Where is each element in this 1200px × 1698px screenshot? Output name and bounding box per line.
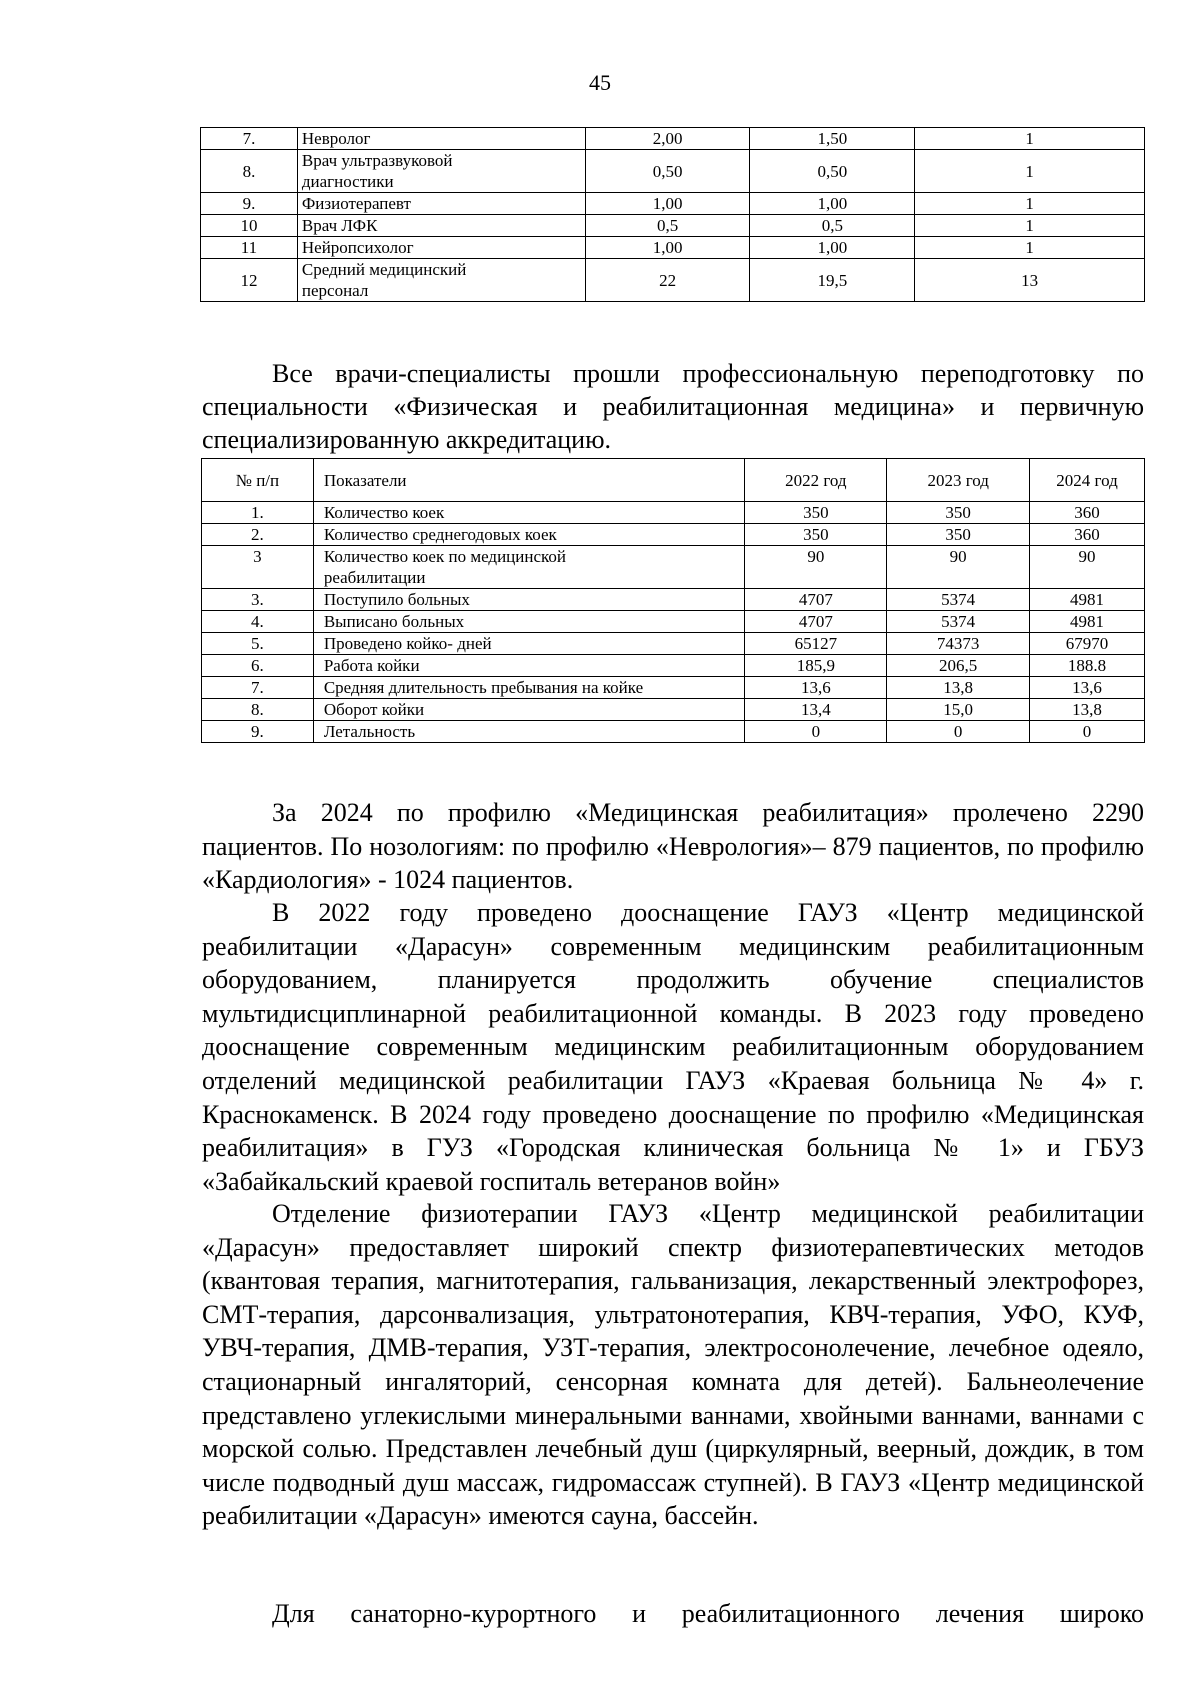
- cell-value: 350: [745, 502, 887, 524]
- cell-value: 1: [915, 193, 1145, 215]
- cell-value: 90: [745, 546, 887, 589]
- paragraph-physiotherapy: Отделение физиотерапии ГАУЗ «Центр медицинской реабилитации «Дарасун» предоставляет широкий спектр физиотерапевтических методов (квантовая терапия, магнитотерапия, гальванизация, лекарственный электрофорез, СМТ-терапия, дарсонвализация, ультратонотерапия, КВЧ-терапия, УФО, КУФ, УВЧ-терапия, ДМВ-терапия, УЗТ-терапия, электросонолечение, лечебное одеяло, стационарный ингаляторий, сенсорная комната для детей). Бальнеолечение представлено углекислыми минеральными ваннами, хвойными ваннами, ваннами с морской солью. Представлен лечебный душ (циркулярный, веерный, дождик, в том числе подводный душ массаж, гидромассаж ступней). В ГАУЗ «Центр медицинской реабилитации «Дарасун» имеются сауна, бассейн.: [202, 1199, 1144, 1531]
- table-row: [201, 128, 1145, 150]
- cell-value: 185,9: [745, 655, 887, 677]
- table-row: [202, 699, 1145, 721]
- cell-value: 0: [887, 721, 1030, 743]
- column-header: 2024 год: [1030, 459, 1145, 502]
- cell-value: 1: [915, 215, 1145, 237]
- cell-value: 90: [887, 546, 1030, 589]
- cell-name: Количество коек: [313, 502, 745, 524]
- cell-name: Летальность: [313, 721, 745, 743]
- paragraph-retraining: Все врачи-специалисты прошли профессиональную переподготовку по специальности «Физическая и реабилитационная медицина» и первичную специализированную аккредитацию.: [202, 359, 1144, 454]
- cell-name: Проведено койко- дней: [313, 633, 745, 655]
- table-row: [202, 677, 1145, 699]
- table-row: [202, 589, 1145, 611]
- cell-name: Врач ультразвуковой диагностики: [297, 150, 585, 193]
- cell-num: 10: [201, 215, 298, 237]
- cell-value: 90: [1030, 546, 1145, 589]
- column-header: 2022 год: [745, 459, 887, 502]
- column-header: Показатели: [313, 459, 745, 502]
- cell-value: 0,50: [585, 150, 750, 193]
- table-row: [201, 237, 1145, 259]
- cell-name: Нейропсихолог: [297, 237, 585, 259]
- cell-name: Количество коек по медицинской реабилитации: [313, 546, 745, 589]
- cell-num: 8.: [201, 150, 298, 193]
- cell-value: 360: [1030, 524, 1145, 546]
- staff-table: [200, 127, 1145, 302]
- cell-value: 5374: [887, 611, 1030, 633]
- paragraph-spa-treatment: Для санаторно-курортного и реабилитационного лечения широко: [272, 1599, 1144, 1628]
- cell-value: 67970: [1030, 633, 1145, 655]
- page-number: 45: [589, 70, 611, 95]
- cell-name: Физиотерапевт: [297, 193, 585, 215]
- cell-num: 7.: [201, 128, 298, 150]
- paragraph-equipment: В 2022 году проведено дооснащение ГАУЗ «Центр медицинской реабилитации «Дарасун» современным медицинским реабилитационным оборудованием, планируется продолжить обучение специалистов мультидисциплинарной реабилитационной команды. В 2023 году проведено дооснащение современным медицинским реабилитационным оборудованием отделений медицинской реабилитации ГАУЗ «Краевая больница № 4» г. Краснокаменск. В 2024 году проведено дооснащение по профилю «Медицинская реабилитация» в ГУЗ «Городская клиническая больница № 1» и ГБУЗ «Забайкальский краевой госпиталь ветеранов войн»: [202, 898, 1144, 1196]
- cell-num: 2.: [202, 524, 314, 546]
- cell-value: 2,00: [585, 128, 750, 150]
- cell-value: 1: [915, 128, 1145, 150]
- cell-num: 12: [201, 259, 298, 302]
- cell-num: 8.: [202, 699, 314, 721]
- cell-value: 1: [915, 150, 1145, 193]
- cell-value: 1,00: [750, 237, 915, 259]
- cell-num: 1.: [202, 502, 314, 524]
- cell-value: 1: [915, 237, 1145, 259]
- table-row: [201, 215, 1145, 237]
- cell-value: 22: [585, 259, 750, 302]
- cell-name: Невролог: [297, 128, 585, 150]
- cell-value: 5374: [887, 589, 1030, 611]
- table-row: [201, 193, 1145, 215]
- cell-value: 74373: [887, 633, 1030, 655]
- cell-value: 0: [1030, 721, 1145, 743]
- cell-num: 3.: [202, 589, 314, 611]
- cell-value: 1,00: [585, 237, 750, 259]
- cell-value: 4707: [745, 589, 887, 611]
- table-row: [202, 546, 1145, 589]
- cell-value: 19,5: [750, 259, 915, 302]
- cell-name: Работа койки: [313, 655, 745, 677]
- table-header-row: [202, 459, 1145, 502]
- cell-value: 13,8: [1030, 699, 1145, 721]
- cell-num: 6.: [202, 655, 314, 677]
- cell-value: 350: [745, 524, 887, 546]
- cell-value: 0,5: [750, 215, 915, 237]
- cell-value: 0,5: [585, 215, 750, 237]
- stats-table: [201, 458, 1145, 743]
- cell-value: 4981: [1030, 611, 1145, 633]
- table-row: [202, 502, 1145, 524]
- table-row: [202, 721, 1145, 743]
- table-row: [202, 524, 1145, 546]
- cell-value: 0: [745, 721, 887, 743]
- cell-value: 13,6: [745, 677, 887, 699]
- table-row: [202, 611, 1145, 633]
- cell-value: 1,00: [585, 193, 750, 215]
- cell-num: 7.: [202, 677, 314, 699]
- cell-num: 3: [202, 546, 314, 589]
- cell-value: 13,8: [887, 677, 1030, 699]
- cell-value: 188.8: [1030, 655, 1145, 677]
- cell-name: Средний медицинский персонал: [297, 259, 585, 302]
- cell-value: 206,5: [887, 655, 1030, 677]
- cell-name: Оборот койки: [313, 699, 745, 721]
- cell-value: 0,50: [750, 150, 915, 193]
- cell-value: 360: [1030, 502, 1145, 524]
- cell-num: 9.: [201, 193, 298, 215]
- cell-value: 4981: [1030, 589, 1145, 611]
- table-row: [201, 259, 1145, 302]
- cell-num: 11: [201, 237, 298, 259]
- cell-name: Поступило больных: [313, 589, 745, 611]
- cell-num: 9.: [202, 721, 314, 743]
- cell-value: 1,00: [750, 193, 915, 215]
- cell-num: 5.: [202, 633, 314, 655]
- cell-name: Выписано больных: [313, 611, 745, 633]
- table-row: [202, 633, 1145, 655]
- cell-name: Средняя длительность пребывания на койке: [313, 677, 745, 699]
- cell-value: 350: [887, 524, 1030, 546]
- column-header: № п/п: [202, 459, 314, 502]
- cell-value: 65127: [745, 633, 887, 655]
- paragraph-2024-results: За 2024 по профилю «Медицинская реабилитация» пролечено 2290 пациентов. По нозологиям: по профилю «Неврология»– 879 пациентов, по профилю «Кардиология» - 1024 пациентов.: [202, 798, 1144, 895]
- cell-value: 15,0: [887, 699, 1030, 721]
- column-header: 2023 год: [887, 459, 1030, 502]
- cell-num: 4.: [202, 611, 314, 633]
- cell-value: 1,50: [750, 128, 915, 150]
- cell-value: 13,6: [1030, 677, 1145, 699]
- cell-value: 350: [887, 502, 1030, 524]
- cell-name: Количество среднегодовых коек: [313, 524, 745, 546]
- table-row: [201, 150, 1145, 193]
- table-row: [202, 655, 1145, 677]
- cell-value: 13: [915, 259, 1145, 302]
- cell-value: 4707: [745, 611, 887, 633]
- cell-value: 13,4: [745, 699, 887, 721]
- cell-name: Врач ЛФК: [297, 215, 585, 237]
